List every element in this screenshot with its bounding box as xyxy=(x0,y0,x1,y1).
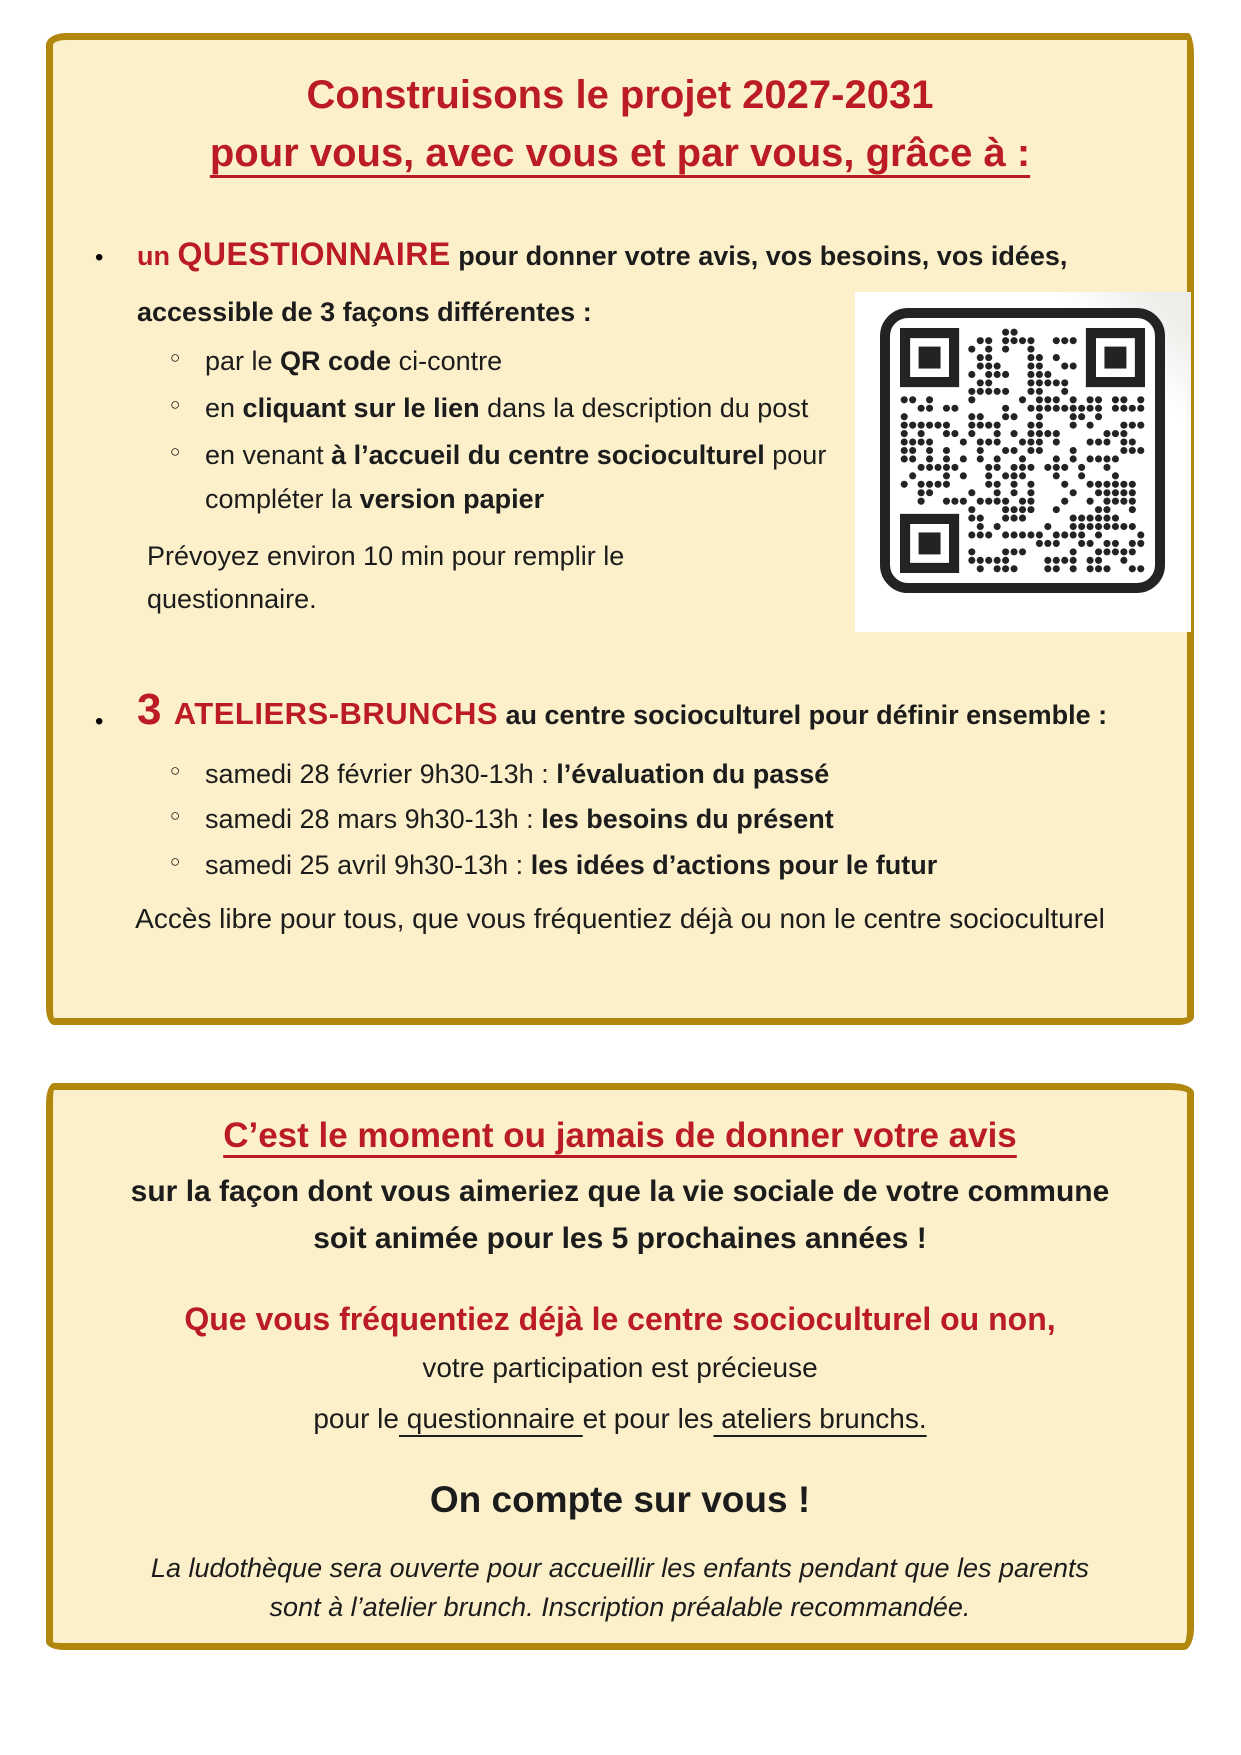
ateliers-tail: au centre socioculturel pour définir ensemble : xyxy=(498,700,1108,731)
bullet-icon: • xyxy=(95,244,104,271)
call-to-action-box xyxy=(46,1083,1194,1650)
questionnaire-bullet xyxy=(53,236,1187,273)
list-item-avril xyxy=(53,844,1113,887)
ludotheque-note xyxy=(53,1549,1187,1627)
questionnaire-line2: accessible de 3 façons différentes : xyxy=(137,297,592,327)
ateliers-dates-list xyxy=(53,753,1187,887)
participation-line: votre participation est précieuse xyxy=(422,1351,818,1383)
questionnaire-lead: un xyxy=(137,241,178,271)
list-item-accueil xyxy=(53,434,833,520)
ateliers-keyword: ATELIERS-BRUNCHS xyxy=(173,696,499,732)
title-line-1: Construisons le projet 2027-2031 xyxy=(306,73,934,117)
qr-code xyxy=(855,292,1191,632)
questionnaire-tail: pour donner votre avis, vos besoins, vos idées, xyxy=(450,241,1068,271)
list-item-qr xyxy=(53,340,833,383)
ateliers-underlined: ateliers brunchs. xyxy=(713,1403,927,1435)
note-line-2: sont à l’atelier brunch. Inscription préalable recommandée. xyxy=(269,1591,971,1622)
frequentation-line: Que vous fréquentiez déjà le centre socioculturel ou non, xyxy=(184,1300,1056,1337)
ateliers-bullet xyxy=(53,685,1187,745)
note-line-1: La ludothèque sera ouverte pour accueillir les enfants pendant que les parents xyxy=(150,1552,1090,1583)
circle-bullet-icon: ○ xyxy=(170,806,181,826)
pour-line: pour le questionnaire et pour les ateliers brunchs. xyxy=(313,1403,927,1435)
qr-code-frame xyxy=(880,308,1165,593)
open-access-note: Accès libre pour tous, que vous fréquentiez déjà ou non le centre socioculturel xyxy=(135,902,1105,934)
circle-bullet-icon: ○ xyxy=(170,851,181,871)
project-invitation-box xyxy=(46,33,1194,1025)
item-text: samedi 28 février 9h30-13h : l’évaluation du passé xyxy=(205,759,830,790)
cta-subline-1: sur la façon dont vous aimeriez que la vie sociale de votre commune xyxy=(130,1175,1110,1208)
on-compte-sur-vous: On compte sur vous ! xyxy=(429,1478,811,1520)
questionnaire-underlined: questionnaire xyxy=(398,1403,583,1435)
circle-bullet-icon: ○ xyxy=(170,348,181,367)
circle-bullet-icon: ○ xyxy=(170,395,181,415)
title-line-2: pour vous, avec vous et par vous, grâce à : xyxy=(209,131,1031,175)
poster-title xyxy=(53,40,1187,182)
cta-subline-2: soit animée pour les 5 prochaines années ! xyxy=(313,1222,927,1256)
ateliers-count: 3 xyxy=(137,685,174,735)
item-text: en cliquant sur le lien dans la description du post xyxy=(205,393,809,424)
duration-note: Prévoyez environ 10 min pour remplir le questionnaire. xyxy=(147,540,625,614)
qr-code-pattern xyxy=(900,328,1145,573)
circle-bullet-icon: ○ xyxy=(170,442,181,462)
bullet-icon: • xyxy=(95,708,104,736)
circle-bullet-icon: ○ xyxy=(170,761,181,781)
item-text: samedi 28 mars 9h30-13h : les besoins du présent xyxy=(205,804,834,835)
questionnaire-keyword: QUESTIONNAIRE xyxy=(177,236,451,272)
item-text: en venant à l’accueil du centre socioculturel pour compléter la version papier xyxy=(205,440,827,514)
list-item-mars xyxy=(53,798,1113,841)
item-text: par le QR code ci-contre xyxy=(205,346,503,376)
list-item-fevrier xyxy=(53,753,1113,796)
questionnaire-access-list xyxy=(53,340,833,521)
item-text: samedi 25 avril 9h30-13h : les idées d’actions pour le futur xyxy=(205,849,938,880)
list-item-lien xyxy=(53,387,833,430)
cta-heading: C’est le moment ou jamais de donner votre avis xyxy=(223,1116,1017,1155)
